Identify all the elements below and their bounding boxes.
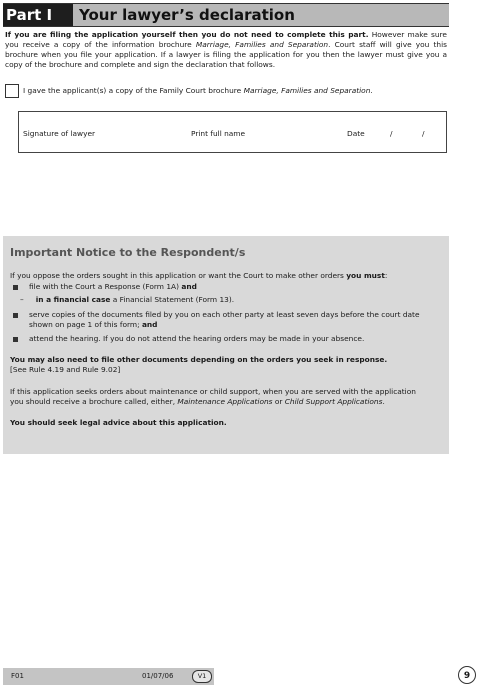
notice-lead-bold: you must	[346, 271, 385, 280]
bullet-icon	[13, 337, 18, 342]
intro-text-1: However make sure you receive a copy of the information brochure	[5, 30, 447, 49]
item-text: file with the Court a Response (Form 1A)	[29, 282, 182, 291]
print-name-label: Print full name	[191, 129, 246, 138]
page-number: 9	[458, 666, 476, 684]
support-brochure-2: Child Support Applications	[284, 397, 383, 406]
support-end: .	[382, 397, 385, 406]
support-or: or	[272, 397, 285, 406]
notice-lead-end: :	[384, 271, 388, 280]
item-bold: and	[181, 282, 197, 291]
subitem-bold: in a financial case	[35, 295, 111, 304]
part-header	[3, 3, 449, 27]
declaration-label-text: I gave the applicant(s) a copy of the Family Court brochure	[23, 86, 244, 95]
date-label: Date	[347, 129, 365, 138]
form-footer	[3, 668, 214, 685]
notice-title: Important Notice to the Respondent/s	[10, 246, 246, 259]
notice-also-file: You may also need to file other documents depending on the orders you seek in response.	[10, 355, 388, 364]
notice-item-response	[29, 282, 197, 292]
date-separator: /	[390, 129, 393, 138]
declaration-label	[23, 86, 373, 96]
bullet-icon	[13, 313, 18, 318]
notice-item-attend: attend the hearing. If you do not attend the hearing orders may be made in your absence.	[29, 334, 365, 343]
part-title: Your lawyer’s declaration	[79, 6, 295, 24]
item-bold: and	[141, 320, 158, 329]
date-separator: /	[422, 129, 425, 138]
subitem-text: a Financial Statement (Form 13).	[110, 295, 235, 304]
declaration-label-end: .	[370, 86, 373, 95]
version-badge: V1	[192, 670, 212, 683]
notice-support-line2	[10, 397, 385, 407]
support-brochure-1: Maintenance Applications	[177, 397, 273, 406]
respondent-notice	[3, 236, 449, 454]
signature-label: Signature of lawyer	[23, 129, 96, 138]
notice-item-serve: serve copies of the documents filed by you on each other party at least seven days before the court date	[29, 310, 420, 319]
bullet-icon	[13, 285, 18, 290]
form-code: F01	[11, 672, 24, 680]
intro-bold-text: If you are filing the application yourself then you do not need to complete this part.	[5, 30, 369, 39]
part-label: Part I	[3, 4, 73, 26]
notice-lead-text: If you oppose the orders sought in this application or want the Court to make other orders	[10, 271, 347, 280]
notice-rule-reference: [See Rule 4.19 and Rule 9.02]	[10, 365, 121, 374]
intro-text-2: . Court staff will give you this brochure when you file your application. If a lawyer is filing the application for you then the lawyer must give you a copy of the brochure and complete and sign the declaration that follows.	[5, 40, 447, 69]
lawyer-signature-box[interactable]	[18, 111, 447, 153]
declaration-row	[5, 84, 447, 98]
notice-support-line1: If this application seeks orders about maintenance or child support, when you are served with the application	[10, 387, 416, 396]
form-date: 01/07/06	[142, 672, 174, 680]
declaration-brochure-title: Marriage, Families and Separation	[243, 86, 371, 95]
notice-subitem-financial	[20, 295, 234, 305]
item-text: shown on page 1 of this form;	[29, 320, 142, 329]
support-text: you should receive a brochure called, either,	[10, 397, 178, 406]
notice-lead	[10, 271, 387, 281]
intro-paragraph	[5, 30, 447, 70]
brochure-given-checkbox[interactable]	[5, 84, 19, 98]
dash-icon: –	[20, 295, 24, 304]
notice-item-serve-cont	[29, 320, 157, 330]
intro-brochure-title: Marriage, Families and Separation	[195, 40, 329, 49]
notice-legal-advice: You should seek legal advice about this application.	[10, 418, 227, 427]
